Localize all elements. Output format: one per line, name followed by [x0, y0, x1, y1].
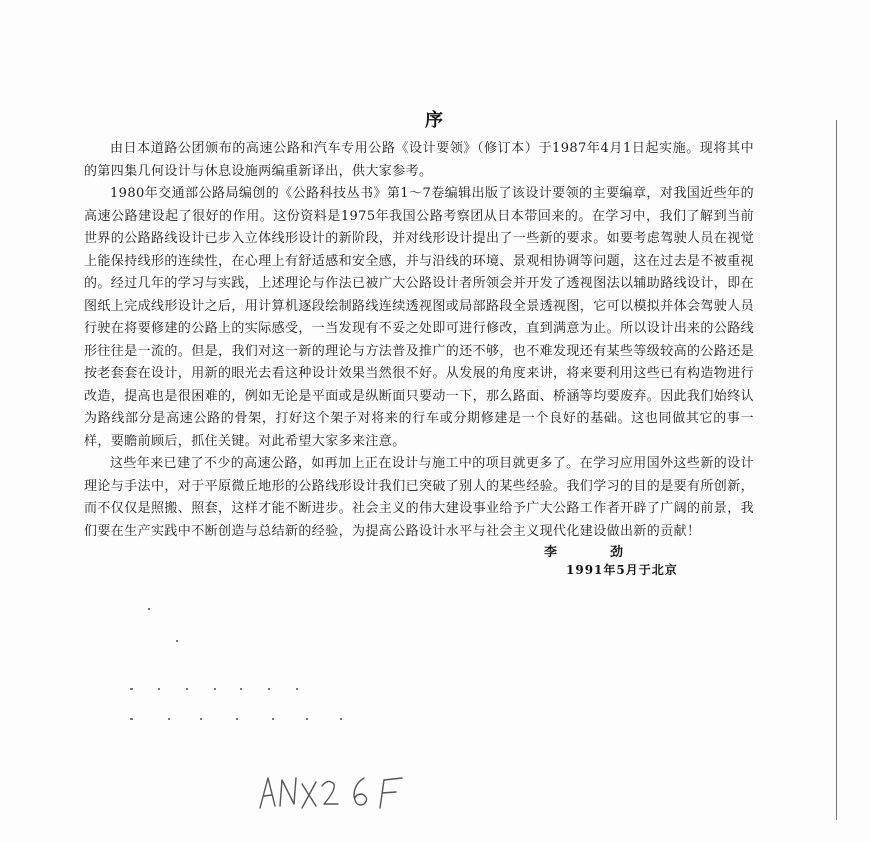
paragraph-2: 1980年交通部公路局编创的《公路科技丛书》第1～7卷编辑出版了该设计要领的主要编章，对我国近些年的高速公路建设起了很好的作用。这份资料是1975年我国公路考察团从日本带回来的。在学习中，我们了解到当前世界的公路路线设计已步入立体线形设计的新阶段，并对线形设计提出了一些新的要求。如要考虑驾驶人员在视觉上能保持线形的连续性，在心理上有舒适感和安全感，并与沿线的环境、景观相协调等问题，这在过去是不被重视的。经过几年的学习与实践，上述理论与作法已被广大公路设计者所领会并开发了透视图法以辅助路线设计，即在图纸上完成线形设计之后，用计算机逐段绘制路线连续透视图或局部路段全景透视图，它可以模拟并体会驾驶人员行驶在将要修建的公路上的实际感受，一当发现有不妥之处即可进行修改，直到满意为止。所以设计出来的公路线形往往是一流的。但是，我们对这一新的理论与方法普及推广的还不够，也不难发现还有某些等级较高的公路还是按老套套在设计，用新的眼光去看这种设计效果当然很不好。从发展的角度来讲，将来要利用这些已有构造物进行改造，提高也是很困难的，例如无论是平面或是纵断面只要动一下，那么路面、桥涵等均要废弃。因此我们始终认为路线部分是高速公路的骨架，打好这个架子对将来的行车或分期修建是一个良好的基础。这也同做其它的事一样，要瞻前顾后，抓住关键。对此希望大家多来注意。 [84, 186, 755, 449]
author-signature: 李 劲 [544, 545, 644, 560]
page-title: 序 [425, 110, 445, 131]
signature-date: 1991年5月于北京 [566, 563, 678, 577]
handwritten-note [256, 768, 426, 818]
paragraph-1: 由日本道路公团颁布的高速公路和汽车专用公路《设计要领》（修订本）于1987年4月1日起实施。现将其中的第四集几何设计与休息设施两编重新译出，供大家参考。 [84, 141, 754, 179]
body-text [84, 138, 754, 543]
paragraph-3: 这些年来已建了不少的高速公路，如再加上正在设计与施工中的项目就更多了。在学习应用国外这些新的设计理论与手法中，对于平原微丘地形的公路线形设计我们已突破了别人的某些经验。我们学习的目的是要有所创新，而不仅仅是照搬、照套，这样才能不断进步。社会主义的伟大建设事业给予广大公路工作者开辟了广阔的前景，我们要在生产实践中不断创造与总结新的经验，为提高公路设计水平与社会主义现代化建设做出新的贡献！ [84, 456, 755, 539]
